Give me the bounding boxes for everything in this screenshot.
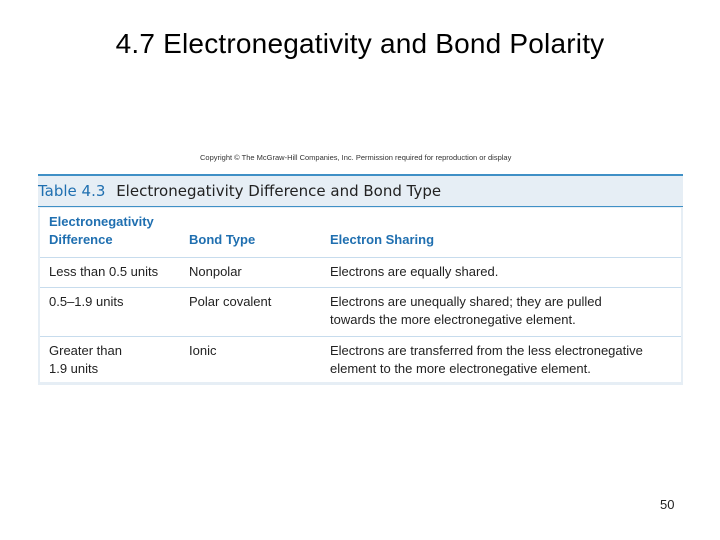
header-difference-line1: Electronegativity [49, 214, 154, 229]
row3-sharing-line1: Electrons are transferred from the less electronegative [330, 343, 643, 358]
page-number: 50 [660, 497, 675, 512]
row3-difference [49, 342, 184, 378]
row1-bond-type: Nonpolar [189, 264, 242, 279]
header-bond-type: Bond Type [189, 232, 256, 247]
table-row [40, 258, 681, 288]
table-header-row [40, 208, 681, 258]
table-row [40, 288, 681, 337]
table-row [40, 337, 681, 382]
row2-sharing-line2: towards the more electronegative element. [330, 312, 576, 327]
table-number: Table 4.3 [38, 182, 106, 200]
header-difference [49, 213, 184, 249]
row2-sharing [330, 293, 675, 329]
row3-bond-type: Ionic [189, 343, 217, 358]
row3-sharing [330, 342, 675, 378]
row2-difference: 0.5–1.9 units [49, 294, 124, 309]
row1-sharing: Electrons are equally shared. [330, 264, 499, 279]
electronegativity-table [38, 174, 683, 385]
row2-sharing-line1: Electrons are unequally shared; they are pulled [330, 294, 602, 309]
slide-title: 4.7 Electronegativity and Bond Polarity [115, 28, 605, 59]
row3-difference-line2: 1.9 units [49, 361, 99, 376]
copyright-notice: Copyright © The McGraw-Hill Companies, Inc. Permission required for reproduction or display [200, 153, 512, 162]
table-caption [38, 174, 683, 207]
table-title: Electronegativity Difference and Bond Type [116, 182, 442, 200]
row3-difference-line1: Greater than [49, 343, 122, 358]
row3-sharing-line2: element to the more electronegative element. [330, 361, 591, 376]
header-difference-line2: Difference [49, 232, 113, 247]
row1-difference: Less than 0.5 units [49, 264, 159, 279]
table-body [40, 208, 681, 382]
header-electron-sharing: Electron Sharing [330, 232, 435, 247]
row2-bond-type: Polar covalent [189, 294, 272, 309]
